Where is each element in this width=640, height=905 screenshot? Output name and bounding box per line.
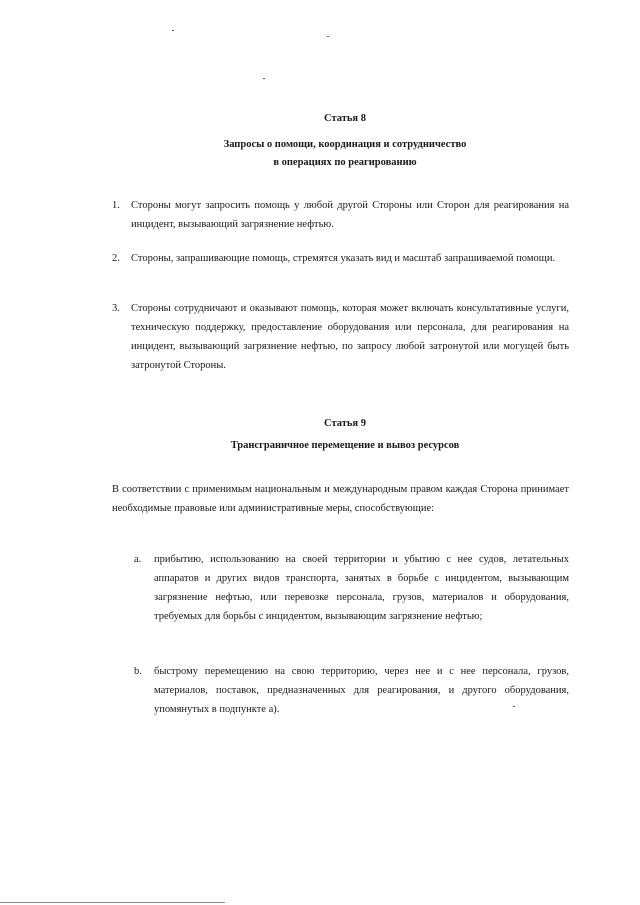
article-8-item-3-text: Стороны сотрудничают и оказывают помощь, которая может включать консультативные услуги, техническую поддержку, предоставление оборудования или персонала, для реагирования на инцидент, вызывающий загрязнение нефтью, по запросу любой затронутой или могущей быть затронутой Стороны. xyxy=(131,303,569,371)
article-8-subtitle-line1: Запросы о помощи, координация и сотрудничество xyxy=(223,139,467,150)
article-9-intro: В соответствии с применимым национальным и международным правом каждая Сторона принимает необходимые правовые или административные меры, способствующие: xyxy=(112,484,569,514)
scan-speck xyxy=(263,78,265,79)
article-9-subtitle: Трансграничное перемещение и вывоз ресурсов xyxy=(230,440,460,451)
article-8-title: Статья 8 xyxy=(324,113,366,124)
bottom-edge-rule xyxy=(0,902,225,903)
article-8-item-1-number: 1. xyxy=(112,200,120,211)
article-8-subtitle-line2: в операциях по реагированию xyxy=(273,157,417,168)
article-8-item-3-number: 3. xyxy=(112,303,120,314)
article-8-item-1-text: Стороны могут запросить помощь у любой другой Стороны или Сторон для реагирования на инцидент, вызывающий загрязнение нефтью. xyxy=(131,200,569,230)
article-9-item-a-letter: a. xyxy=(134,554,142,565)
article-9-item-a-text: прибытию, использованию на своей территории и убытию с нее судов, летательных аппаратов и других видов транспорта, занятых в борьбе с инцидентом, вызывающим загрязнение нефтью, или перевозке персонала, грузов, материалов и оборудования, требуемых для борьбы с инцидентом, вызывающим загрязнение нефтью; xyxy=(154,554,569,622)
scan-speck xyxy=(172,30,174,31)
article-9-title: Статья 9 xyxy=(324,418,366,429)
article-8-item-2-number: 2. xyxy=(112,253,120,264)
scan-speck xyxy=(327,36,329,37)
article-9-item-b-letter: b. xyxy=(134,666,142,677)
article-8-item-2-text: Стороны, запрашивающие помощь, стремятся указать вид и масштаб запрашиваемой помощи. xyxy=(131,253,556,264)
article-9-item-b-text: быстрому перемещению на свою территорию, через нее и с нее персонала, грузов, материалов, поставок, предназначенных для реагирования, и другого оборудования, упомянутых в подпункте а). xyxy=(154,666,569,715)
